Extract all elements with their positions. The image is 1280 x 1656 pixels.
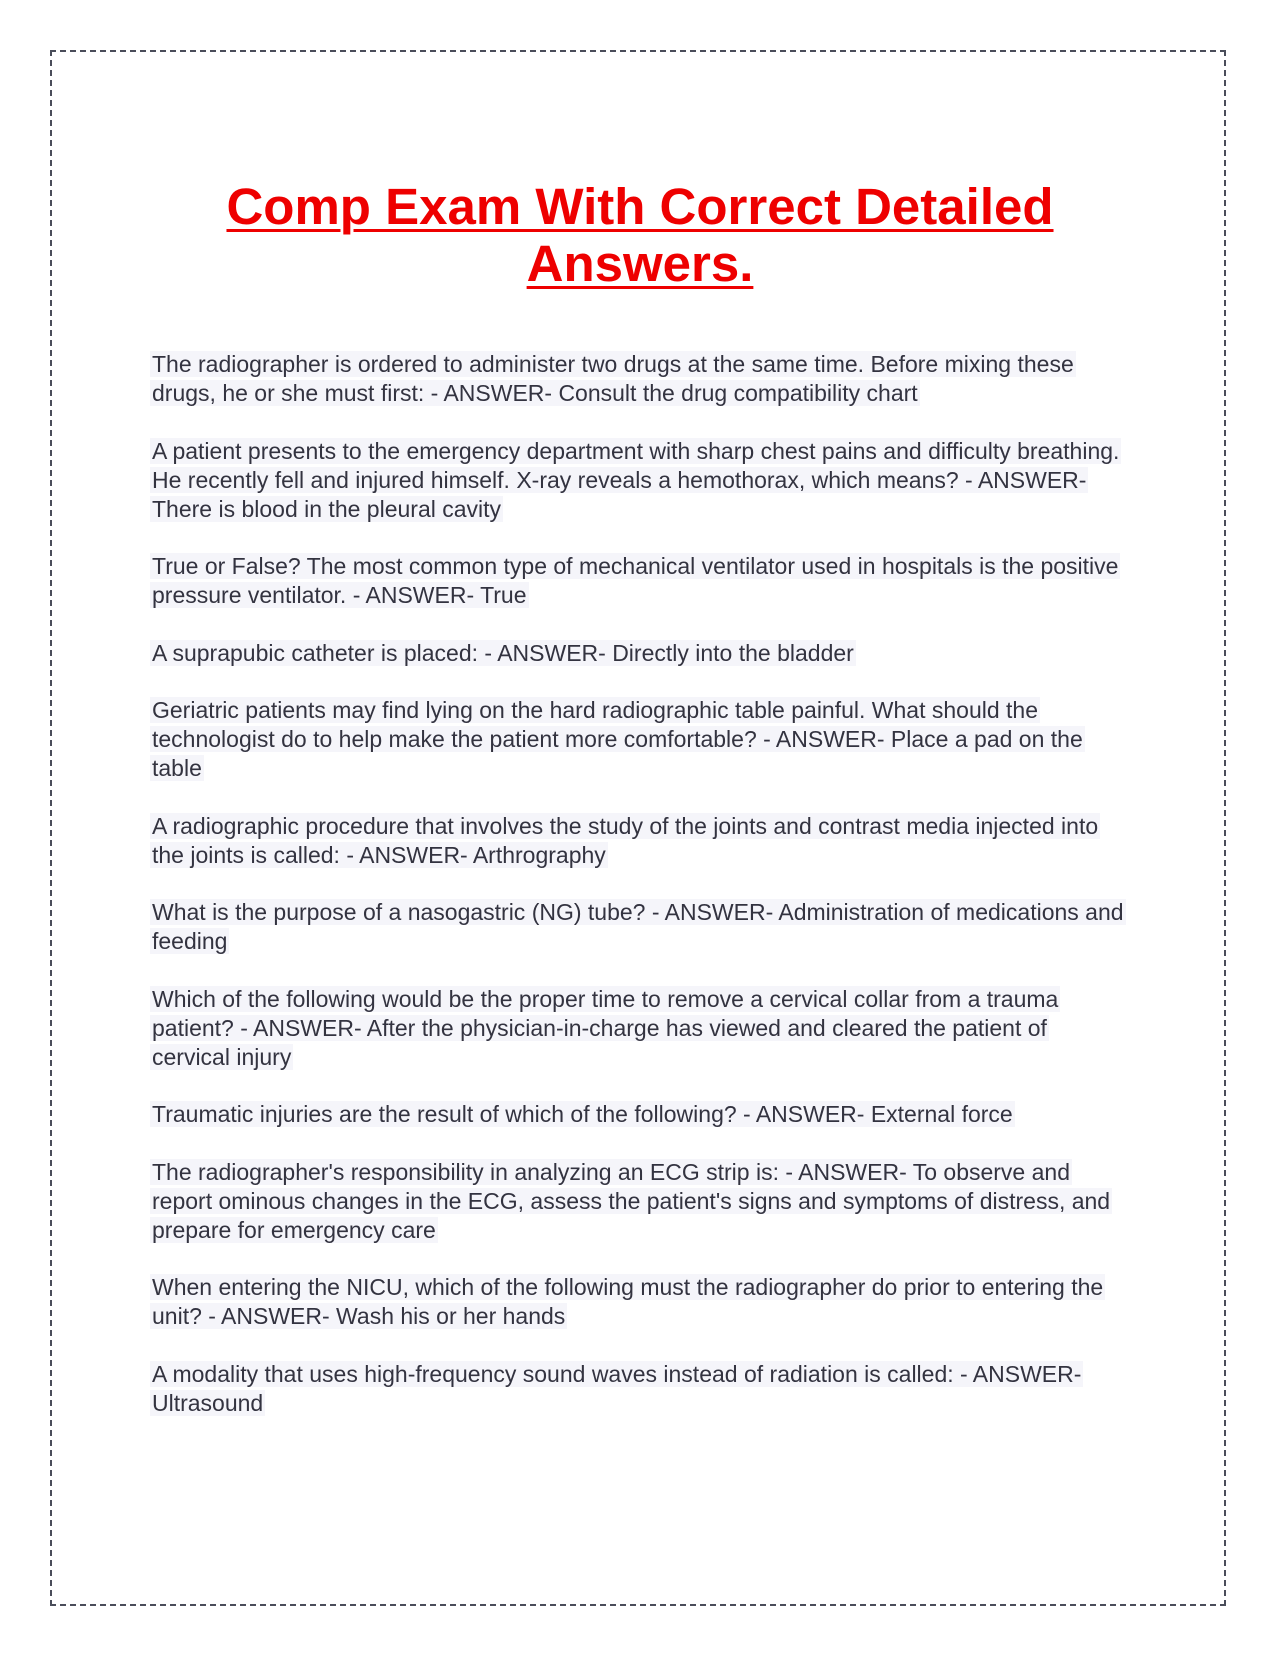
qa-item: [150, 985, 1130, 1072]
qa-item: [150, 696, 1130, 783]
qa-item: [150, 1158, 1130, 1245]
document-title: Comp Exam With Correct Detailed Answers.: [226, 178, 1054, 292]
qa-text: The radiographer's responsibility in analyzing an ECG strip is: - ANSWER- To observe and report ominous changes in the ECG, assess the patient's signs and symptoms of distress, and prepare for emergency care: [152, 1158, 1111, 1243]
qa-text: A suprapubic catheter is placed: - ANSWER- Directly into the bladder: [152, 639, 854, 666]
qa-text: Traumatic injuries are the result of which of the following? - ANSWER- External force: [152, 1101, 1013, 1127]
qa-item: [150, 898, 1130, 956]
qa-item: [150, 639, 1130, 668]
qa-text: True or False? The most common type of mechanical ventilator used in hospitals is the positive pressure ventilator. - ANSWER- True: [152, 553, 1119, 608]
qa-text: A modality that uses high-frequency sound waves instead of radiation is called: - ANSWER- Ultrasound: [152, 1360, 1082, 1416]
qa-item: [150, 1360, 1130, 1418]
qa-text: A radiographic procedure that involves the study of the joints and contrast media injected into the joints is called: - ANSWER- Arthrography: [152, 812, 1099, 868]
qa-text: A patient presents to the emergency department with sharp chest pains and difficulty breathing. He recently fell and injured himself. X-ray reveals a hemothorax, which means? - ANSWER- There is blood in the pleural cavity: [152, 437, 1120, 522]
qa-text: The radiographer is ordered to administer two drugs at the same time. Before mixing these drugs, he or she must first: - ANSWER- Consult the drug compatibility chart: [152, 351, 1074, 406]
qa-text: What is the purpose of a nasogastric (NG) tube? - ANSWER- Administration of medications and feeding: [152, 899, 1124, 954]
qa-item: [150, 350, 1130, 408]
qa-text: Which of the following would be the proper time to remove a cervical collar from a trauma patient? - ANSWER- After the physician-in-charge has viewed and cleared the patient of cervical injury: [152, 985, 1059, 1070]
qa-item: [150, 812, 1130, 870]
qa-text: Geriatric patients may find lying on the hard radiographic table painful. What should the technologist do to help make the patient more comfortable? - ANSWER- Place a pad on the table: [152, 697, 1083, 781]
qa-item: [150, 1273, 1130, 1331]
qa-item: [150, 552, 1130, 610]
question-answer-list: [150, 350, 1130, 1446]
qa-item: [150, 1100, 1130, 1129]
qa-text: When entering the NICU, which of the following must the radiographer do prior to entering the unit? - ANSWER- Wash his or her hands: [152, 1274, 1104, 1329]
qa-item: [150, 437, 1130, 524]
